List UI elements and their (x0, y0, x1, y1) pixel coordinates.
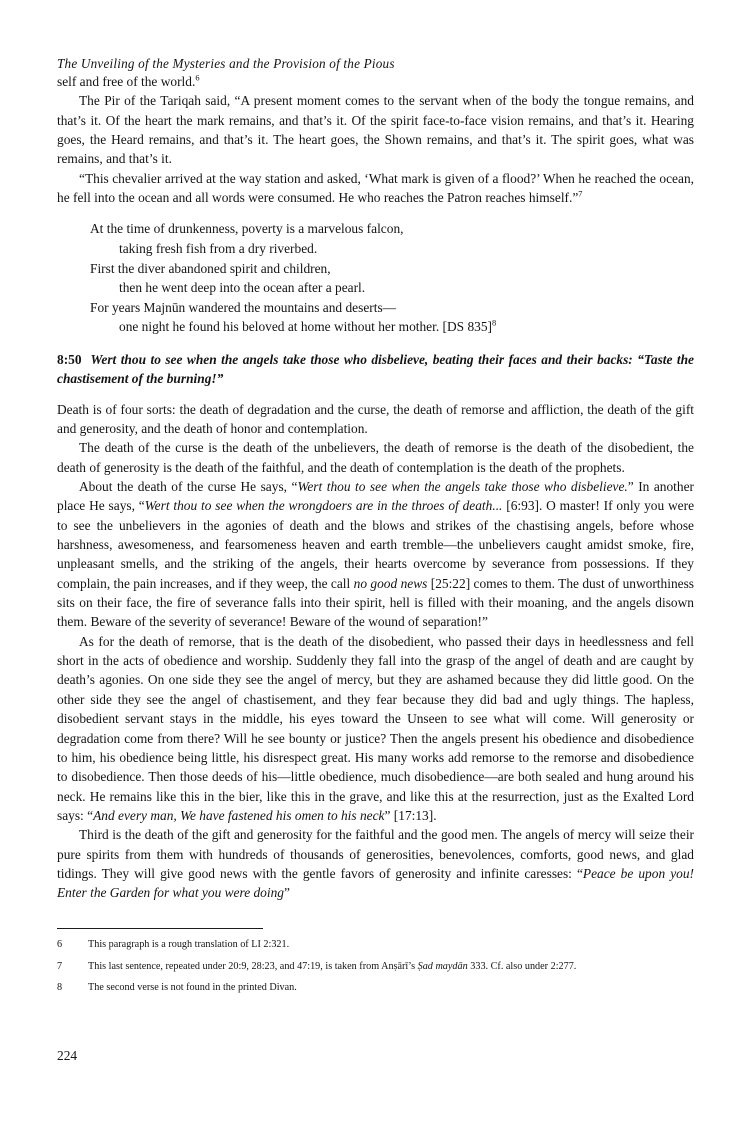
footnote-marker-7[interactable]: 7 (578, 189, 583, 199)
quran-verse-heading (57, 350, 694, 389)
quotation-italic: Peace be upon you! Enter the Garden for what you were doing (57, 865, 694, 901)
poem-line-text: then he went deep into the ocean after a pearl. (119, 280, 366, 296)
footnote-marker-6[interactable]: 6 (195, 73, 200, 83)
footnote-item (57, 981, 694, 996)
footnote-text-part: This paragraph is a rough translation of LI 2:321. (88, 939, 290, 950)
paragraph-text: self and free of the world. (57, 74, 196, 89)
paragraph-text: ” (284, 885, 290, 901)
poem-line-text: At the time of drunkenness, poverty is a marvelous falcon, (90, 221, 404, 237)
footnote-number: 6 (57, 939, 63, 950)
footnote-section (57, 928, 694, 1003)
poem-line-text: one night he found his beloved at home without her mother. [DS 835] (119, 319, 493, 335)
paragraph-text: “This chevalier arrived at the way station and asked, ‘What mark is given of a flood?’ When he reached the ocean, he fell into the ocean and all words were consumed. He who reaches the Patron reaches himself.” (57, 170, 694, 206)
quotation-italic: no good news (353, 575, 428, 591)
running-head: The Unveiling of the Mysteries and the Provision of the Pious (57, 56, 395, 71)
paragraph-text: As for the death of remorse, that is the death of the disobedient, who passed their days in heedlessness and fell short in the acts of obedience and worship. Suddenly they fall into the grasp of the angel of death and are caught by death’s agonies. On one side they see the angel of mercy, but they are ashamed because they did little good. On the other side they see the angel of chastisement, and they fear because they did bad and ugly things. The hapless, disobedient servant stays in the middle, his eyes toward the Unseen to see what will come. Will generosity or degradation come from there? Will he see bounty or justice? Then the angels present his obedience and disobedience to him, his obedience being little, his disrespect great. His many works add remorse to the remorse and disobedience to disobedience. Then those deeds of his—little obedience, much disobedience—are both sealed and hung around his neck. He remains like this in the bier, like this in the grave, and like this at the resurrection, just as the Exalted Lord says: “ (57, 633, 694, 823)
poem-line (90, 259, 694, 279)
footnote-item (57, 960, 694, 975)
footnote-text (88, 981, 694, 996)
footnote-number: 7 (57, 960, 63, 972)
footnote-text-part: This last sentence, repeated under 20:9, 28:23, and 47:19, is taken from Anṣārī’s (88, 960, 418, 972)
poem-line-text: For years Majnūn wandered the mountains and deserts— (90, 299, 397, 315)
poem-line (90, 239, 694, 259)
paragraph-text: ” In another place He says, “ (57, 479, 694, 514)
footnote-text (88, 938, 694, 953)
paragraph-death-of-gift (57, 825, 694, 902)
page-number: 224 (57, 1048, 78, 1063)
paragraph-pir-of-tariqah: The Pir of the Tariqah said, “A present moment comes to the servant when of the body the tongue remains, and that’s it. Of the heart the mark remains, and that’s it. Of the spirit face-to-face vision remains, and that’s it. Hearing goes, the Heard remains, and that’s it. The heart goes, the Shown remains, and that’s it. The spirit goes, what was remains, and that’s it. (57, 93, 694, 167)
paragraph-text: ” [17:13]. (384, 807, 437, 823)
poem-line (90, 278, 694, 298)
paragraph-death-kinds: The death of the curse is the death of the unbelievers, the death of remorse is the death of the disobedient, the death of generosity is the death of the faithful, and the death of contemplation is the death of the prophets. (57, 440, 694, 475)
quran-verse-reference: 8:50 (57, 351, 82, 367)
footnote-text-part: The second verse is not found in the printed Divan. (88, 982, 297, 994)
paragraph-death-of-remorse (57, 632, 694, 825)
quotation-italic: And every man, We have fastened his omen to his neck (93, 807, 385, 823)
poem-line (90, 317, 694, 337)
footnote-item (57, 938, 694, 953)
footnote-text-part: 333. Cf. also under 2:277. (467, 960, 577, 972)
quran-verse-text: Wert thou to see when the angels take those who disbelieve, beating their faces and their backs: “Taste the chastisement of the burning!” (57, 351, 695, 387)
paragraph-death-of-curse (57, 477, 694, 632)
footnote-text (88, 960, 694, 975)
paragraph-continuation (57, 72, 694, 91)
paragraph-chevalier (57, 169, 694, 208)
poem-line (90, 219, 694, 239)
poem-line (90, 298, 694, 318)
poem-block (57, 219, 694, 337)
poem-line-text: First the diver abandoned spirit and children, (90, 260, 331, 276)
footnote-separator-rule (57, 928, 263, 929)
paragraph-text: About the death of the curse He says, “ (79, 479, 298, 495)
footnote-marker-8[interactable]: 8 (492, 318, 497, 328)
page-content (57, 0, 694, 903)
paragraph-four-sorts: Death is of four sorts: the death of degradation and the curse, the death of remorse and affliction, the death of the gift and generosity, and the death of honor and contemplation. (57, 401, 694, 436)
poem-line-text: taking fresh fish from a dry riverbed. (119, 241, 318, 256)
paragraph-text: [6:93]. O master! If only you were to see the unbelievers in the agonies of death and the blows and strikes of the chastising angels, before whose harshness, awesomeness, and fearsomeness heaven and earth tremble—the unbelievers caught amidst smoke, fire, unpleasant smells, and the striking of the angels, their hearts overcome by severance from possessions. If they complain, the pain increases, and if they weep, the call (57, 498, 695, 591)
paragraph-text: [25:22] comes to them. The dust of unworthiness sits on their face, the fire of severance falls into their spirit, hell is filled with their moaning, and the angels disown them. Beware of the severity of severance! Beware of the wound of separation!” (57, 575, 695, 630)
quotation-italic: Wert thou to see when the angels take those who disbelieve. (297, 479, 628, 495)
quotation-italic: Wert thou to see when the wrongdoers are in the throes of death... (144, 498, 503, 514)
footnote-number: 8 (57, 982, 63, 994)
paragraph-text: Third is the death of the gift and generosity for the faithful and the good men. The angels of mercy will seize their pure spirits from them with hundreds of thousands of generosities, benevolences, comforts, good news, and glad tidings. They will give good news with the gentle favors of generosity and infinite caresses: “ (57, 827, 694, 881)
footnote-title-italic: Ṣad maydān (417, 960, 468, 972)
